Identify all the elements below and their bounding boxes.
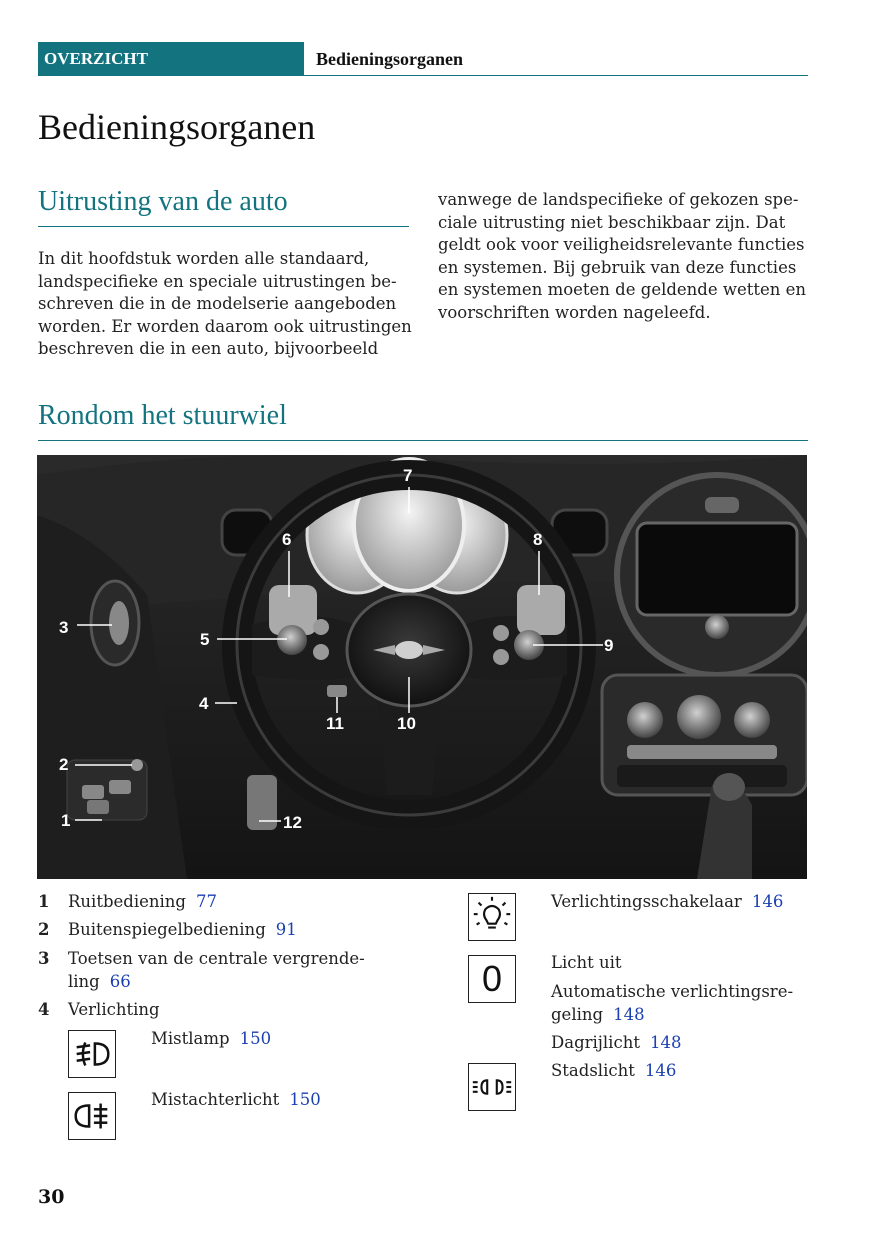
legend-number: 3 <box>38 949 50 968</box>
section-heading-steering: Rondom het stuurwiel <box>38 400 287 431</box>
page-title: Bedieningsorganen <box>38 107 316 147</box>
legend-label: Toetsen van de centrale vergrende- <box>68 949 365 968</box>
callout-10: 10 <box>397 714 416 733</box>
text-line: landspecifieke en speciale uitrustingen be- <box>38 271 397 291</box>
text-line: en systemen. Bij gebruik van deze functies <box>438 257 797 277</box>
page-ref-link[interactable]: 150 <box>289 1090 321 1109</box>
legend-label-cont: geling <box>551 1005 604 1024</box>
text-line: voorschriften worden nageleefd. <box>438 302 711 322</box>
legend-label: Mistachterlicht <box>151 1090 280 1109</box>
legend-label: Licht uit <box>551 953 622 972</box>
zero-position-icon: 0 <box>468 955 516 1003</box>
section-rule <box>38 226 409 227</box>
body-column-right <box>438 189 806 325</box>
legend-label: Stadslicht <box>551 1061 635 1080</box>
text-line: vanwege de landspecifieke of gekozen spe- <box>438 190 799 209</box>
header-rule <box>304 75 808 76</box>
page-number: 30 <box>38 1186 65 1208</box>
legend-label-cont: ling <box>68 972 100 991</box>
text-line: schreven die in de modelserie aangeboden <box>38 294 397 314</box>
text-line: geldt ook voor veiligheidsrelevante functies <box>438 235 805 255</box>
legend-label: Verlichtingsschakelaar <box>551 892 742 911</box>
legend-label: Verlichting <box>68 1000 160 1019</box>
front-fog-light-icon <box>68 1030 116 1078</box>
callout-8: 8 <box>533 530 543 549</box>
parking-light-icon <box>468 1063 516 1111</box>
callout-9: 9 <box>604 636 614 655</box>
page-ref-link[interactable]: 150 <box>239 1029 272 1048</box>
callout-4: 4 <box>199 694 209 713</box>
page-ref-link[interactable]: 77 <box>195 892 217 911</box>
running-header <box>38 42 808 76</box>
cockpit-photo <box>37 455 807 879</box>
callout-5: 5 <box>200 630 210 649</box>
text-line: ciale uitrusting niet beschikbaar zijn. Dat <box>438 212 786 232</box>
text-line: en systemen moeten de geldende wetten en <box>438 280 807 300</box>
legend-number: 2 <box>38 920 50 939</box>
text-line: worden. Er worden daarom ook uitrustingen <box>38 316 412 336</box>
callout-7: 7 <box>403 466 413 485</box>
callout-6: 6 <box>282 530 292 549</box>
legend-label: Ruitbediening <box>68 892 186 911</box>
legend-label: Buitenspiegelbediening <box>68 920 266 939</box>
page-ref-link[interactable]: 66 <box>109 972 131 991</box>
section-rule <box>38 440 808 441</box>
callout-11: 11 <box>326 714 344 733</box>
cockpit-illustration <box>37 455 807 879</box>
legend-label: Automatische verlichtingsre- <box>551 982 794 1001</box>
header-tab: OVERZICHT <box>38 42 304 76</box>
page-ref-link[interactable]: 146 <box>751 892 784 911</box>
page-ref-link[interactable]: 146 <box>644 1061 677 1080</box>
page-ref-link[interactable]: 148 <box>649 1033 682 1052</box>
rear-fog-light-icon <box>68 1092 116 1140</box>
legend-number: 4 <box>38 1000 50 1019</box>
page-ref-link[interactable]: 91 <box>275 920 297 939</box>
callout-1: 1 <box>61 811 71 830</box>
body-column-left <box>38 248 412 361</box>
callout-2: 2 <box>59 755 69 774</box>
page-ref-link[interactable]: 148 <box>613 1005 645 1024</box>
legend-label: Mistlamp <box>151 1029 230 1048</box>
light-switch-icon <box>468 893 516 941</box>
legend-label: Dagrijlicht <box>551 1033 640 1052</box>
callout-12: 12 <box>283 813 302 832</box>
legend-number: 1 <box>38 892 50 911</box>
header-title: Bedieningsorganen <box>316 49 464 69</box>
callout-3: 3 <box>59 618 69 637</box>
text-line: beschreven die in een auto, bijvoorbeeld <box>38 339 379 359</box>
text-line: In dit hoofdstuk worden alle standaard, <box>38 249 370 268</box>
section-heading-equipment: Uitrusting van de auto <box>38 186 288 217</box>
